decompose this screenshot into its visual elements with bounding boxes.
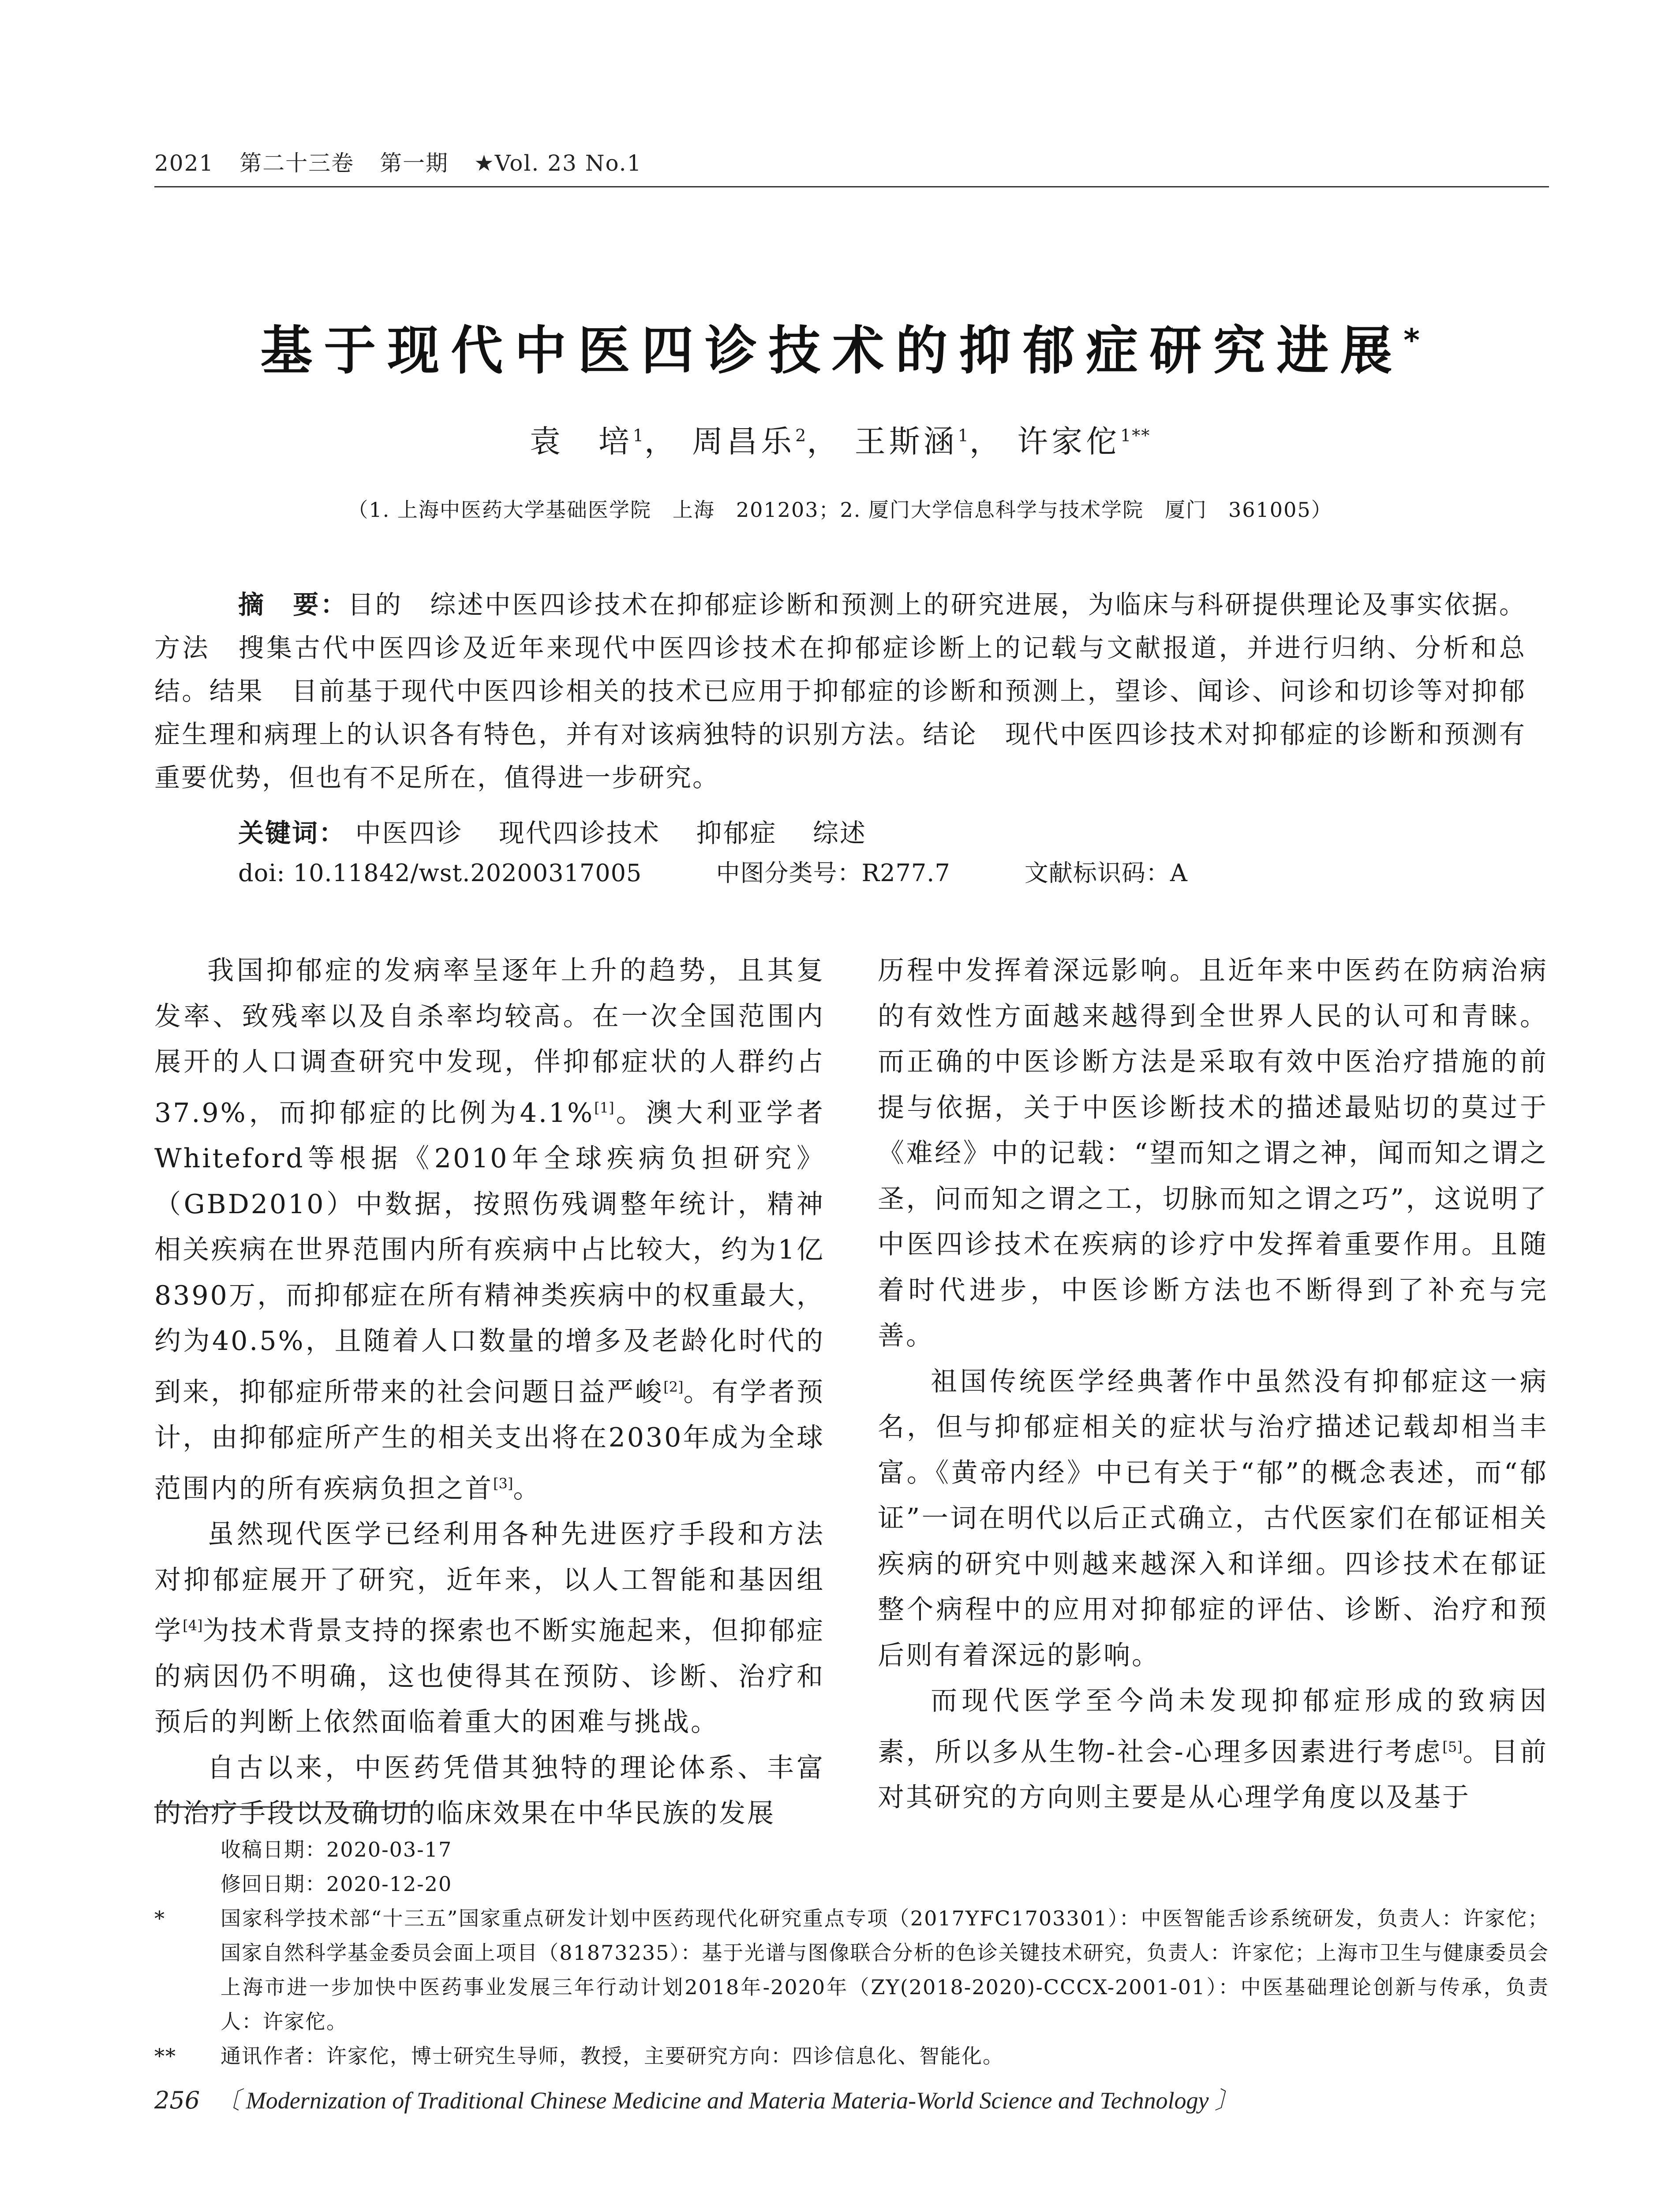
author: 许家佗 [1017,423,1121,460]
paragraph [154,1512,825,1745]
page-footer [154,2082,1238,2115]
title-footnote-mark: * [1403,322,1420,359]
citation: [1] [594,1099,614,1116]
keyword: 综述 [812,818,867,848]
author: 周昌乐 [692,423,796,460]
page-number: 256 [154,2086,200,2114]
paragraph: 历程中发挥着深远影响。且近年来中医药在防病治病的有效性方面越来越得到全世界人民的认可和青睐。而正确的中医诊断方法是采取有效中医治疗措施的前提与依据，关于中医诊断技术的描述最贴切的莫过于《难经》中的记载：“望而知之谓之神，闻而知之谓之圣，问而知之谓之工，切脉而知之谓之巧”，这说明了中医四诊技术在疾病的诊疗中发挥着重要作用。且随着时代进步，中医诊断方法也不断得到了补充与完善。 [878,955,1548,1351]
author: 袁 培 [529,423,633,460]
paragraph [154,948,825,1512]
footnote-rule [154,1806,419,1808]
citation: [4] [183,1617,203,1634]
corresponding-author-note [154,2039,1549,2073]
citation: [3] [493,1475,513,1492]
text: 为技术背景支持的探索也不断实施起来，但抑郁症的病因仍不明确，这也使得其在预防、诊断、治疗和预后的判断上依然面临着重大的困难与挑战。 [154,1615,825,1738]
abstract-label: 摘 要： [238,590,348,620]
funding-note [154,1901,1549,2039]
paragraph: 祖国传统医学经典著作中虽然没有抑郁症这一病名，但与抑郁症相关的症状与治疗描述记载却相当丰富。《黄帝内经》中已有关于“郁”的概念表述，而“郁证”一词在明代以后正式确立，古代医家们在郁证相关疾病的研究中则越来越深入和详细。四诊技术在郁证整个病程中的应用对抑郁症的评估、诊断、治疗和预后则有着深远的影响。 [878,1366,1548,1671]
footnote-mark: * [154,1906,165,1930]
received-date: 收稿日期：2020-03-17 [221,1838,453,1861]
keywords-label: 关键词： [238,818,346,848]
author-affil-mark: 1** [1120,426,1151,445]
keywords [238,812,893,849]
author: 王斯涵 [854,423,958,460]
citation: [2] [663,1378,684,1395]
paragraph [878,1678,1548,1821]
header-volume: 第二十三卷 [239,150,355,176]
keyword: 抑郁症 [696,818,777,848]
footnote-mark: ** [154,2044,176,2068]
keyword: 中医四诊 [355,818,463,848]
doi: doi: 10.11842/wst.20200317005 [238,859,642,887]
running-header [154,146,642,177]
body-column-left [154,948,825,1837]
document-code: 文献标识码：A [1024,859,1188,887]
text: 。澳大利亚学者Whiteford等根据《2010年全球疾病负担研究》（GBD2010）中数据，按照伤残调整年统计，精神相关疾病在世界范围内所有疾病中占比较大，约为1亿8390万，而抑郁症在所有精神类疾病中的权重最大，约为40.5%，且随着人口数量的增多及老龄化时代的到来，抑郁症所带来的社会问题日益严峻 [154,1097,825,1408]
author-list: 袁 培$^1$， 周昌乐$^2$， 王斯涵$^1$， 许家佗$^{1**}$ [529,423,1151,460]
clc-number: 中图分类号：R277.7 [716,859,950,887]
author-affil-mark: 1 [958,426,969,445]
funding-text: 国家科学技术部“十三五”国家重点研发计划中医药现代化研究重点专项（2017YFC1703301）：中医智能舌诊系统研发，负责人：许家佗；国家自然科学基金委员会面上项目（81873235）：基于光谱与图像联合分析的色诊关键技术研究，负责人：许家佗；上海市卫生与健康委员会上海市进一步加快中医药事业发展三年行动计划2018年-2020年（ZY(2018-2020)-CCCX-2001-01）：中医基础理论创新与传承，负责人：许家佗。 [221,1906,1549,2033]
footnotes [154,1832,1549,2073]
text: 。 [513,1473,542,1504]
author-affil-mark: 2 [795,426,807,445]
text: 。目前对其研究的方向则主要是从心理学角度以及基于 [878,1736,1548,1813]
abstract-text: 目的 综述中医四诊技术在抑郁症诊断和预测上的研究进展，为临床与科研提供理论及事实依据。方法 搜集古代中医四诊及近年来现代中医四诊技术在抑郁症诊断上的记载与文献报道，并进行归纳、分析和总结。结果 目前基于现代中医四诊相关的技术已应用于抑郁症的诊断和预测上，望诊、闻诊、问诊和切诊等对抑郁症生理和病理上的认识各有特色，并有对该病独特的识别方法。结论 现代中医四诊技术对抑郁症的诊断和预测有重要优势，但也有不足所在，值得进一步研究。 [154,590,1526,792]
article-title [0,309,1680,384]
header-volume-en: ★Vol. 23 No.1 [474,150,642,176]
affiliations: （1. 上海中医药大学基础医学院 上海 201203；2. 厦门大学信息科学与技术学院 厦门 361005） [348,498,1332,522]
header-year: 2021 [154,150,214,176]
author-affil-mark: 1 [632,426,644,445]
title-text: 基于现代中医四诊技术的抑郁症研究进展 [260,320,1404,381]
text: 我国抑郁症的发病率呈逐年上升的趋势，且其复发率、致残率以及自杀率均较高。在一次全国范围内展开的人口调查研究中发现，伴抑郁症状的人群约占37.9%，而抑郁症的比例为4.1% [154,955,825,1129]
journal-name: 〔 Modernization of Traditional Chinese Medicine and Materia Materia-World Science and Technology 〕 [216,2087,1239,2114]
header-issue: 第一期 [380,150,449,176]
revised-date: 修回日期：2020-12-20 [221,1872,453,1896]
header-rule [154,186,1549,187]
keyword: 现代四诊技术 [498,818,660,848]
corresponding-text: 通讯作者：许家佗，博士研究生导师，教授，主要研究方向：四诊信息化、智能化。 [221,2044,1004,2068]
article-meta [238,854,1254,888]
abstract [154,583,1526,799]
text: 而现代医学至今尚未发现抑郁症形成的致病因素，所以多从生物-社会-心理多因素进行考虑 [878,1686,1548,1768]
citation: [5] [1442,1738,1463,1755]
text: 。有学者预计，由抑郁症所产生的相关支出将在2030年成为全球范围内的所有疾病负担之首 [154,1376,825,1504]
paragraph: 自古以来，中医药凭借其独特的理论体系、丰富的治疗手段以及确切的临床效果在中华民族的发展 [154,1752,825,1829]
body-column-right [878,948,1548,1821]
text: 虽然现代医学已经利用各种先进医疗手段和方法对抑郁症展开了研究，近年来，以人工智能和基因组学 [154,1519,825,1646]
